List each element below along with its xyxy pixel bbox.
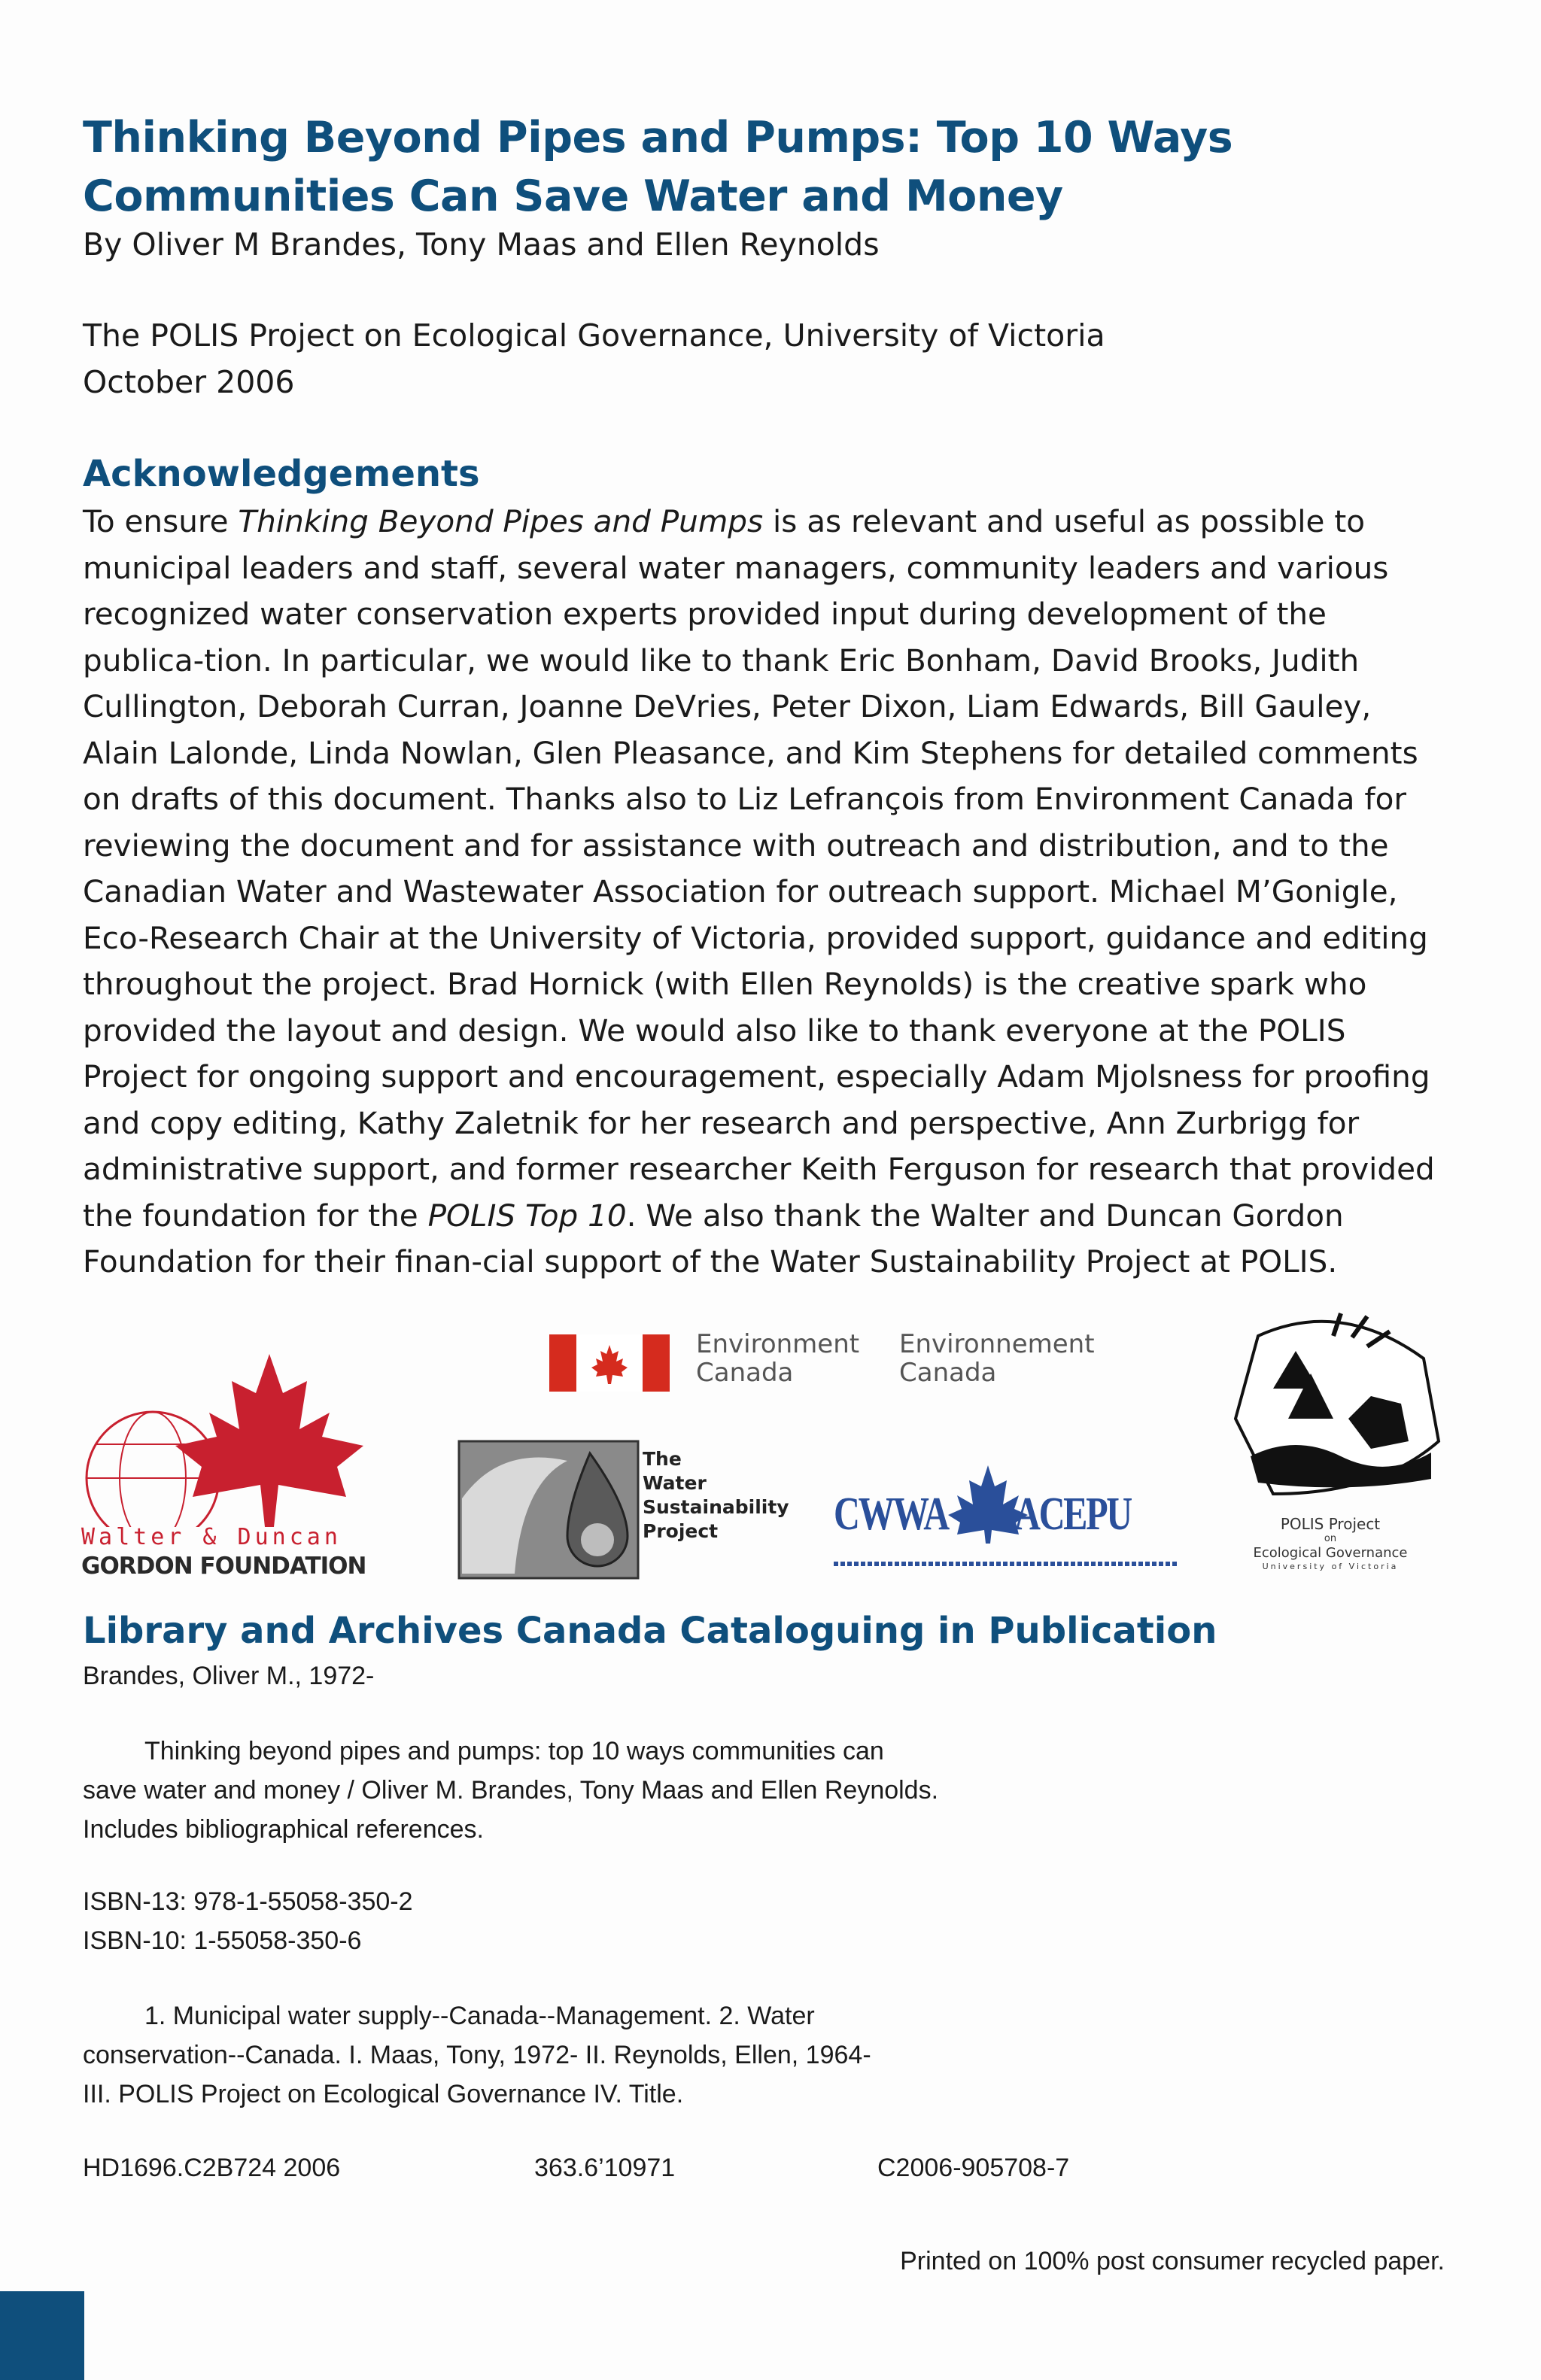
gordon-logo-line1: Walter & Duncan	[81, 1524, 342, 1550]
isbn-block	[83, 1882, 413, 1960]
acepu-text: ACEPU	[1014, 1489, 1131, 1540]
canada-flag-icon	[549, 1334, 670, 1392]
ack-italic-title: Thinking Beyond Pipes and Pumps	[238, 503, 764, 539]
polis-landscape-icon	[1228, 1306, 1446, 1509]
catalog-entry-line1: Thinking beyond pipes and pumps: top 10 ways communities can	[144, 1737, 884, 1765]
cwwa-subtitle-rule	[834, 1562, 1177, 1566]
acknowledgements-heading: Acknowledgements	[83, 453, 480, 495]
ack-text-body: is as relevant and useful as possible to municipal leaders and staff, several water managers, community leaders and various recognized water conservation experts provided input during development of the publica-tion. In particular, we would like to thank Eric Bonham, David Brooks, Judith Cullington, Deborah Curran, Joanne DeVries, Peter Dixon, Liam Edwards, Bill Gauley, Alain Lalonde, Linda Nowlan, Glen Pleasance, and Kim Stephens for detailed comments on drafts of this document. Thanks also to Liz Lefrançois from Environment Canada for reviewing the document and for assistance with outreach and distribution, and to the Canadian Water and Wastewater Association for outreach support. Michael M’Gonigle, Eco-Research Chair at the University of Victoria, provided support, guidance and editing throughout the project. Brad Hornick (with Ellen Reynolds) is the creative spark who provided the layout and design. We would also like to thank everyone at the POLIS Project for ongoing support and encouragement, especially Adam Mjolsness for proofing and copy editing, Kathy Zaletnik for her research and perspective, Ann Zurbrigg for administrative support, and former researcher Keith Ferguson for research that provided the foundation for the	[83, 503, 1435, 1234]
env-canada-en-line1: Environment	[696, 1329, 860, 1359]
wsp-line3: Sustainability	[643, 1496, 789, 1518]
publisher-block	[83, 312, 1105, 405]
catalog-entry-line2: save water and money / Oliver M. Brandes, Tony Maas and Ellen Reynolds.	[83, 1776, 939, 1805]
water-sustainability-project-logo	[454, 1438, 789, 1581]
polis-line3: Ecological Governance	[1253, 1545, 1408, 1561]
page-corner-bar	[0, 2291, 84, 2380]
wsp-line4: Project	[643, 1520, 719, 1542]
subjects-line2: conservation--Canada. I. Maas, Tony, 1972- II. Reynolds, Ellen, 1964-	[83, 2041, 871, 2069]
isbn-10: ISBN-10: 1-55058-350-6	[83, 1926, 362, 1955]
wsp-line2: Water	[643, 1472, 707, 1494]
gordon-foundation-logo	[81, 1346, 375, 1587]
catalog-entry-line3: Includes bibliographical references.	[83, 1815, 484, 1844]
ack-text-end: . We also thank the Walter and Duncan Gordon Foundation for their finan-cial support of the Water Sustainability Project at POLIS.	[83, 1197, 1344, 1280]
wsp-line1: The	[643, 1448, 682, 1470]
catalog-entry	[83, 1732, 938, 1849]
env-canada-fr-line2: Canada	[899, 1358, 997, 1388]
cwwa-text: CWWA	[834, 1489, 948, 1540]
cataloguing-heading: Library and Archives Canada Cataloguing in Publication	[83, 1610, 1217, 1652]
page-title	[83, 108, 1437, 226]
title-line-1: Thinking Beyond Pipes and Pumps: Top 10 Ways	[83, 113, 1233, 162]
polis-line4: University of Victoria	[1262, 1562, 1399, 1571]
gordon-logo-line2: GORDON FOUNDATION	[81, 1553, 366, 1580]
acknowledgements-paragraph	[83, 499, 1445, 1286]
env-canada-fr-line1: Environnement	[899, 1329, 1095, 1359]
environment-canada-logo	[549, 1330, 1121, 1413]
maple-leaf-globe-icon	[81, 1346, 375, 1527]
call-number: HD1696.C2B724 2006	[83, 2154, 341, 2182]
subjects-block	[83, 1996, 871, 2114]
cip-number: C2006-905708-7	[877, 2154, 1070, 2182]
env-canada-en-line2: Canada	[696, 1358, 794, 1388]
ack-italic-polis: POLIS Top 10	[427, 1197, 627, 1234]
publisher-name: The POLIS Project on Ecological Governance, University of Victoria	[83, 317, 1105, 354]
recycled-paper-note: Printed on 100% post consumer recycled paper.	[900, 2247, 1445, 2275]
title-line-2: Communities Can Save Water and Money	[83, 172, 1063, 221]
polis-line2: on	[1324, 1533, 1337, 1544]
polis-line1: POLIS Project	[1280, 1515, 1381, 1533]
cwwa-acepu-logo	[834, 1462, 1180, 1583]
dewey-number: 363.6’10971	[534, 2154, 676, 2182]
polis-project-logo	[1217, 1306, 1443, 1577]
catalog-author: Brandes, Oliver M., 1972-	[83, 1662, 375, 1690]
isbn-13: ISBN-13: 978-1-55058-350-2	[83, 1887, 413, 1916]
subjects-line1: 1. Municipal water supply--Canada--Management. 2. Water	[144, 2002, 815, 2030]
water-drop-icon	[454, 1438, 643, 1581]
subjects-line3: III. POLIS Project on Ecological Governance IV. Title.	[83, 2080, 684, 2108]
publication-date: October 2006	[83, 364, 295, 400]
ack-text-start: To ensure	[83, 503, 239, 539]
authors-line: By Oliver M Brandes, Tony Maas and Ellen Reynolds	[83, 226, 880, 263]
